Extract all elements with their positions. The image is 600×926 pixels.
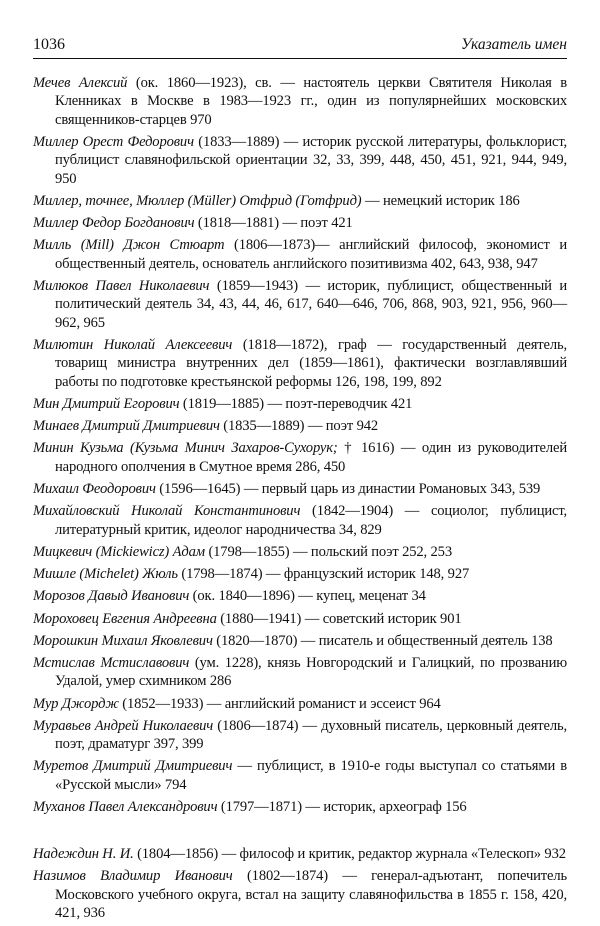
index-entry [33,543,567,561]
entry-name: Мечев Алексий [33,75,128,91]
index-entry [33,632,567,650]
entry-text: — немецкий историк 186 [361,193,520,210]
index-entry [33,336,567,391]
entry-text: (1835—1889) — поэт 942 [219,418,379,435]
entry-text: † 1616) — один из руководителей народного ополчения в Смутное время 286, 450 [55,440,567,475]
entry-text: (1852—1933) — английский романист и эссеист 964 [118,695,441,712]
index-entry [33,695,567,713]
entry-name: Морошкин Михаил Яковлевич [33,632,213,649]
entry-name: Милютин Николай Алексеевич [33,337,233,354]
entry-text: (1798—1874) — французский историк 148, 927 [177,566,470,583]
entry-text: (1797—1871) — историк, археограф 156 [217,798,467,815]
entry-text: (1818—1881) — поэт 421 [194,215,353,232]
index-entry [33,587,567,605]
page-header [33,35,567,59]
entry-name: Морозов Давыд Иванович [33,588,190,605]
entry-name: Миллер Орест Федорович [33,134,194,151]
entry-text: (ок. 1840—1896) — купец, меценат 34 [189,588,426,605]
name-index [33,74,567,926]
entry-name: Мстислав Мстиславович [33,654,190,671]
entry-name: Минаев Дмитрий Дмитриевич [33,418,220,435]
index-entry [33,502,567,539]
entry-text: (1880—1941) — советский историк 901 [216,610,462,627]
entry-name: Муретов Дмитрий Дмитриевич [33,758,233,775]
entry-text: (1806—1873)— английский философ, экономист и общественный деятель, основатель английского позитивизма 402, 643, 938, 947 [55,237,568,272]
index-entry [33,277,567,332]
index-entry [33,717,567,754]
index-entry [33,867,567,922]
entry-text: (1804—1856) — философ и критик, редактор журнала «Телескоп» 932 [133,846,566,863]
index-entry [33,565,567,583]
index-entry [33,439,567,476]
page-number: 1036 [33,35,65,53]
entry-text: (1842—1904) — социолог, публицист, литературный критик, идеолог народничества 34, 829 [55,503,567,538]
letter-group-gap [33,820,567,845]
index-entry [33,417,567,435]
entry-text: (1596—1645) — первый царь из династии Романовых 343, 539 [155,481,541,498]
entry-name: Михаил Феодорович [33,481,156,498]
index-entry [33,610,567,628]
index-entry [33,798,567,816]
entry-text: (1798—1855) — польский поэт 252, 253 [204,543,452,560]
entry-name: Мин Дмитрий Егорович [33,396,180,413]
entry-name: Мишле (Michelet) Жюль [33,566,178,583]
index-group-m [33,74,567,816]
running-head: Указатель имен [460,35,567,53]
index-entry [33,654,567,691]
entry-text: (ок. 1860—1923), св. — настоятель церкви Святителя Николая в Кленниках в Москве в 1983—1923 гг., один из популярнейших московских священников-старцев 970 [55,75,567,128]
entry-text: — публицист, в 1910-е годы выступал со статьями в «Русской мысли» 794 [55,758,567,793]
entry-text: (1818—1872), граф — государственный деятель, товарищ министра внутренних дел (1859—1861), фактически возглавлявший работы по подготовке крестьянской реформы 126, 198, 199, 892 [55,337,568,390]
index-entry [33,74,567,129]
entry-text: (1802—1874) — генерал-адъютант, попечитель Московского учебного округа, встал на защиту славянофильства в 1855 г. 158, 420, 421, 936 [55,868,567,922]
entry-name: Мицкевич (Mickiewicz) Адам [33,543,205,560]
entry-text: (1819—1885) — поэт-переводчик 421 [179,396,413,413]
index-entry [33,236,567,273]
entry-name: Милюков Павел Николаевич [33,278,210,295]
index-entry [33,480,567,498]
entry-name: Назимов Владимир Иванович [33,868,233,885]
entry-name: Миллер, точнее, Мюллер (Müller) Отфрид (Готфрид) [33,193,362,210]
entry-name: Мороховец Евгения Андреевна [33,610,217,627]
entry-name: Муханов Павел Александрович [33,798,218,815]
index-entry [33,214,567,232]
entry-name: Надеждин Н. И. [33,846,134,863]
entry-name: Муравьев Андрей Николаевич [33,717,214,734]
index-entry [33,133,567,188]
entry-text: (1820—1870) — писатель и общественный деятель 138 [212,632,553,649]
index-entry [33,395,567,413]
entry-name: Минин Кузьма (Кузьма Минич Захаров-Сухорук; [33,440,338,457]
entry-name: Михайловский Николай Константинович [33,503,301,520]
entry-name: Миллер Федор Богданович [33,215,195,232]
entry-name: Милль (Mill) Джон Стюарт [33,237,225,254]
entry-name: Мур Джордж [33,695,119,712]
entry-text: (1806—1874) — духовный писатель, церковный деятель, поэт, драматург 397, 399 [55,717,568,753]
entry-text: (1859—1943) — историк, публицист, общественный и политический деятель 34, 43, 44, 46, 617, 640—646, 706, 868, 903, 921, 956, 960—962, 965 [55,278,568,331]
entry-text: (1833—1889) — историк русской литературы, фольклорист, публицист славянофильской ориентации 32, 33, 399, 448, 450, 451, 921, 944, 949, 950 [55,134,567,187]
index-entry [33,845,567,863]
index-entry [33,192,567,210]
index-entry [33,757,567,794]
index-group-n [33,845,567,922]
entry-text: (ум. 1228), князь Новгородский и Галицкий, по прозванию Удалой, умер схимником 286 [55,654,567,690]
